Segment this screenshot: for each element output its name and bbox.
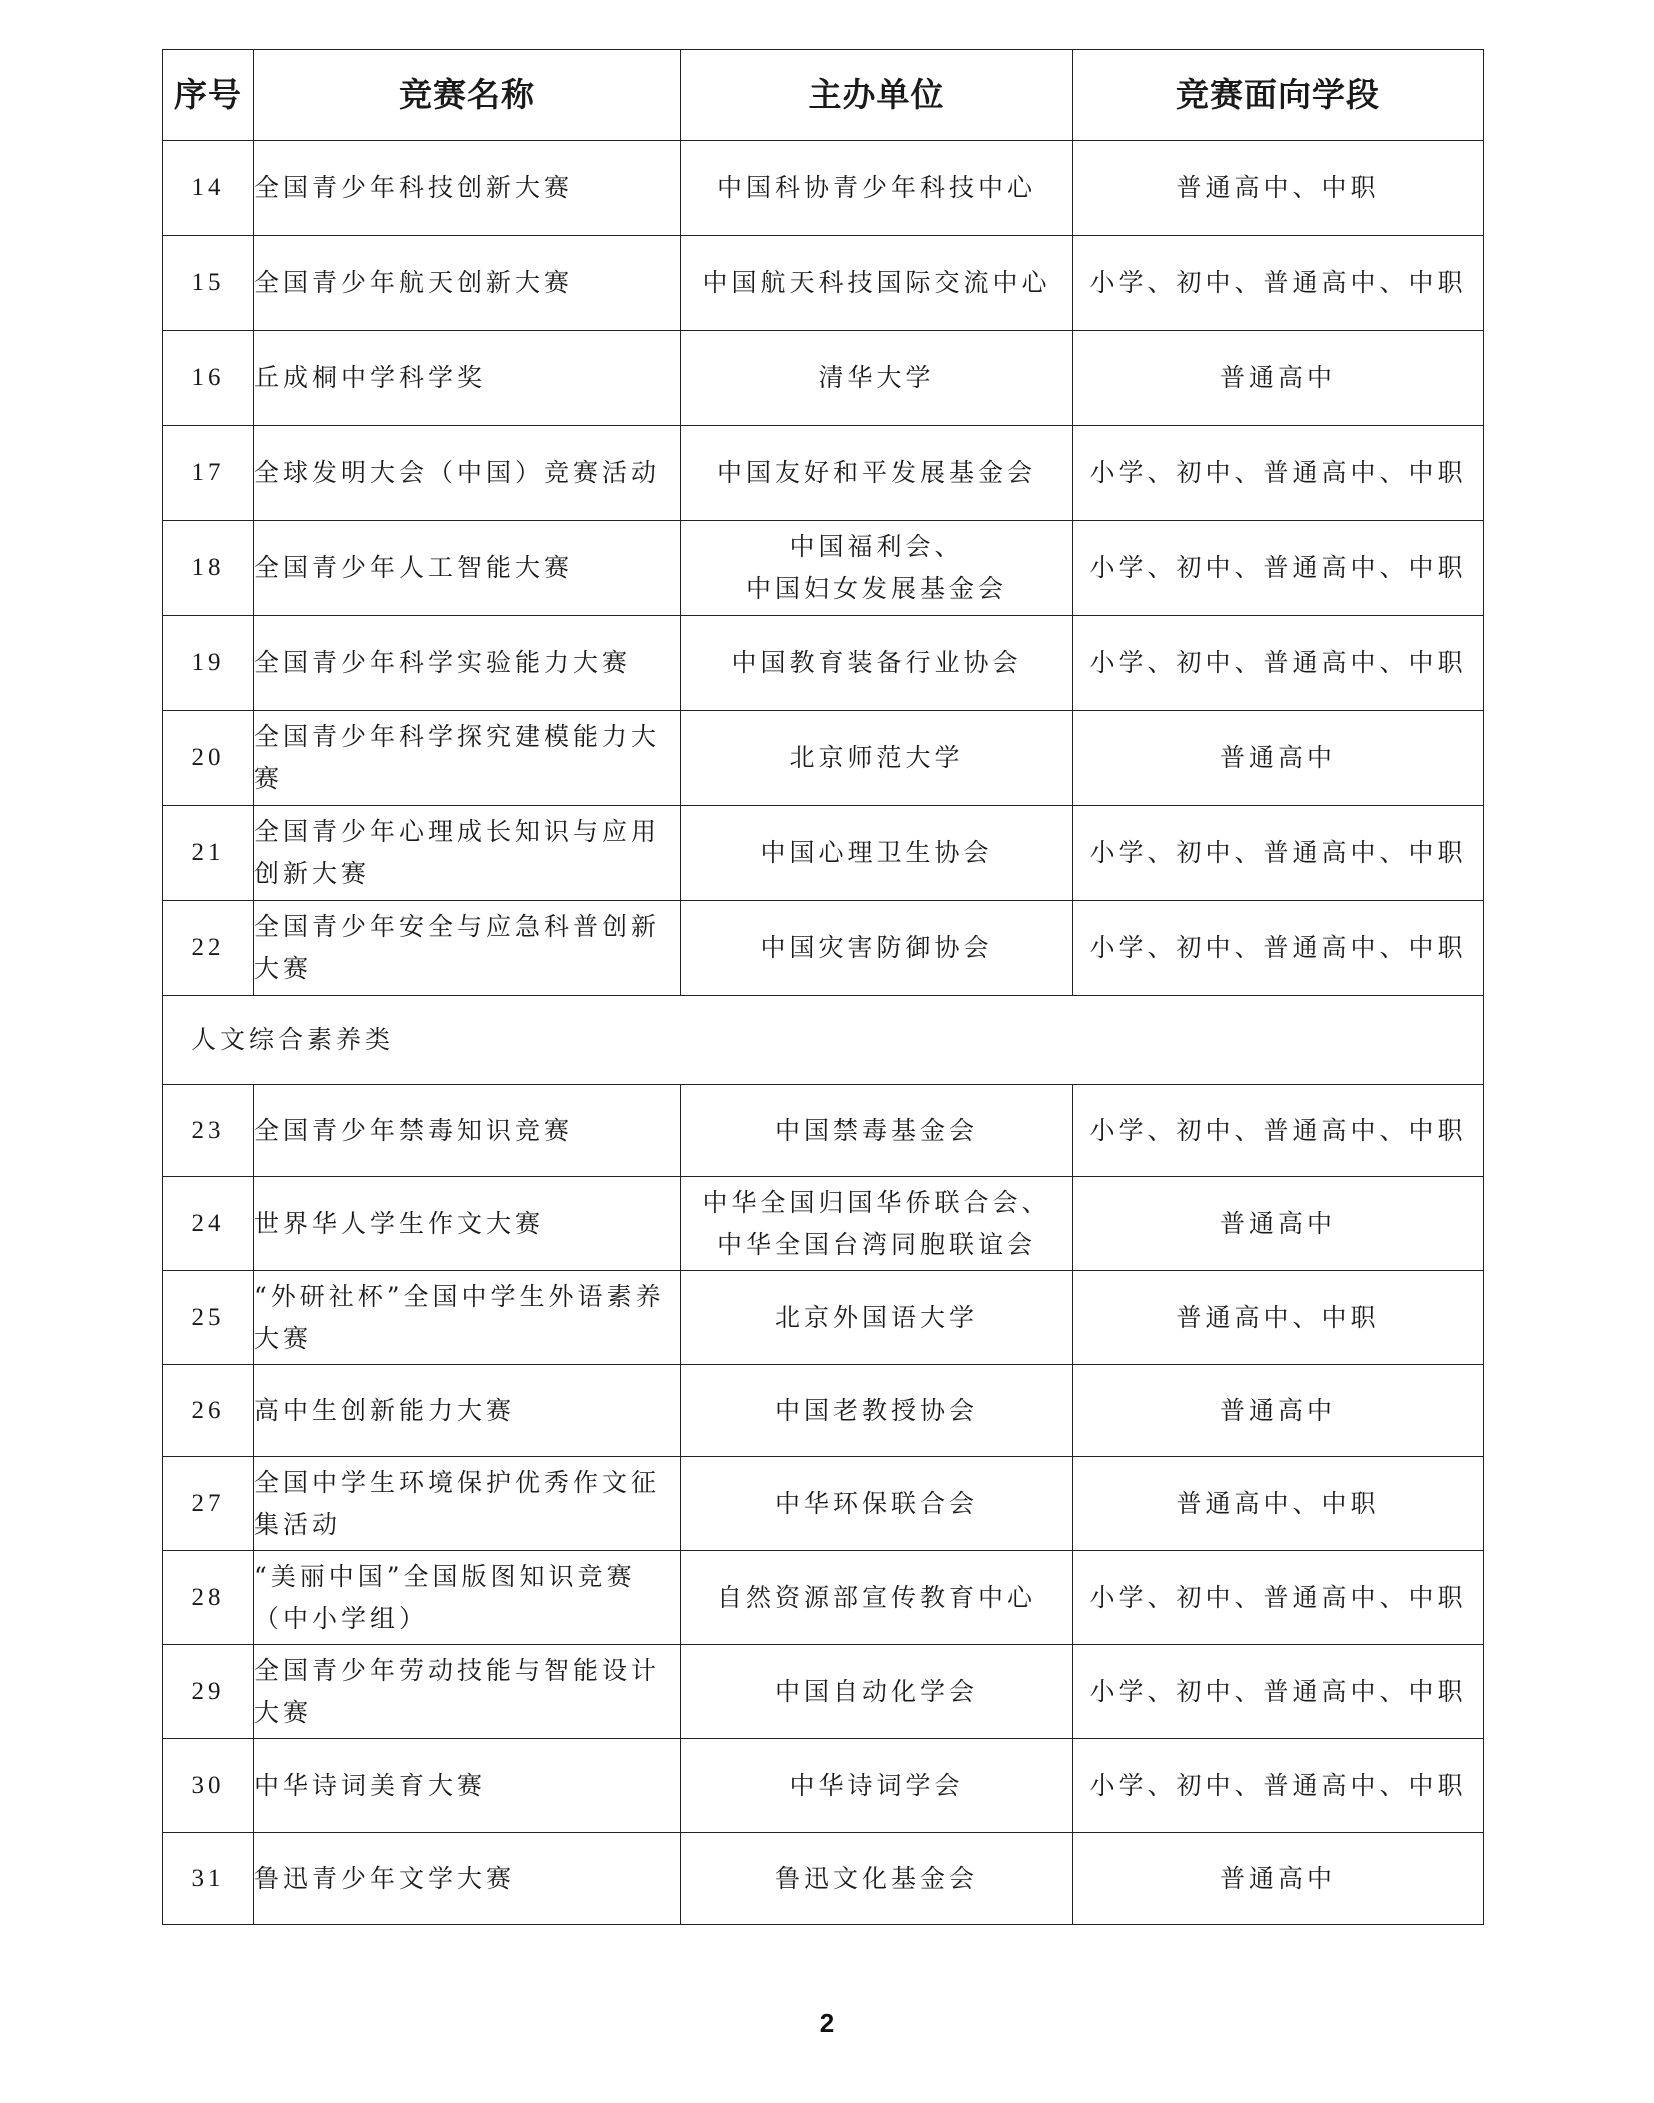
table-row: [163, 616, 1484, 711]
table-row: [163, 901, 1484, 996]
competition-name: 全国青少年心理成长知识与应用创新大赛: [254, 806, 681, 901]
school-stage: 普通高中: [1073, 331, 1484, 426]
category-row: [163, 996, 1484, 1085]
competition-name: 全球发明大会（中国）竞赛活动: [254, 426, 681, 521]
organizer-cell: [681, 1085, 1073, 1177]
organizer-name: 中国科协青少年科技中心: [716, 173, 1036, 202]
organizer-cell: [681, 901, 1073, 996]
row-number: 30: [163, 1739, 254, 1833]
organizer-cell: [681, 1457, 1073, 1551]
organizer-name: 中国妇女发展基金会: [745, 574, 1007, 603]
competition-name: 全国青少年安全与应急科普创新大赛: [254, 901, 681, 996]
organizer-cell: [681, 236, 1073, 331]
organizer-cell: [681, 616, 1073, 711]
organizer-name: 中国教育装备行业协会: [731, 648, 1022, 677]
header-name: 竞赛名称: [254, 50, 681, 141]
competition-name: 高中生创新能力大赛: [254, 1365, 681, 1457]
organizer-cell: [681, 1739, 1073, 1833]
table-row: [163, 1177, 1484, 1271]
organizer-cell: [681, 1645, 1073, 1739]
competition-name: 中华诗词美育大赛: [254, 1739, 681, 1833]
row-number: 18: [163, 521, 254, 616]
competition-name: 全国青少年劳动技能与智能设计大赛: [254, 1645, 681, 1739]
table-row: [163, 1365, 1484, 1457]
school-stage: 普通高中: [1073, 1177, 1484, 1271]
competition-name: 世界华人学生作文大赛: [254, 1177, 681, 1271]
row-number: 14: [163, 141, 254, 236]
school-stage: 小学、初中、普通高中、中职: [1073, 521, 1484, 616]
row-number: 28: [163, 1551, 254, 1645]
table-row: [163, 1551, 1484, 1645]
table-row: [163, 1645, 1484, 1739]
row-number: 19: [163, 616, 254, 711]
organizer-name: 北京外国语大学: [774, 1302, 978, 1332]
school-stage: 小学、初中、普通高中、中职: [1073, 236, 1484, 331]
organizer-name: 鲁迅文化基金会: [774, 1863, 978, 1893]
table-body-science: [163, 141, 1484, 996]
school-stage: 小学、初中、普通高中、中职: [1073, 1645, 1484, 1739]
organizer-cell: [681, 1833, 1073, 1925]
header-stage: 竞赛面向学段: [1073, 50, 1484, 141]
table-row: [163, 1739, 1484, 1833]
competition-table: [162, 49, 1484, 1925]
row-number: 15: [163, 236, 254, 331]
organizer-name: 中华诗词学会: [789, 1770, 964, 1800]
organizer-name: 中国禁毒基金会: [774, 1115, 978, 1145]
organizer-name: 中国自动化学会: [774, 1676, 978, 1706]
organizer-name: 中国友好和平发展基金会: [716, 458, 1036, 487]
organizer-cell: [681, 331, 1073, 426]
competition-name: “外研社杯”全国中学生外语素养大赛: [254, 1271, 681, 1365]
row-number: 22: [163, 901, 254, 996]
organizer-cell: [681, 711, 1073, 806]
organizer-cell: [681, 521, 1073, 616]
table-row: [163, 1833, 1484, 1925]
school-stage: 小学、初中、普通高中、中职: [1073, 901, 1484, 996]
row-number: 27: [163, 1457, 254, 1551]
competition-name: 丘成桐中学科学奖: [254, 331, 681, 426]
table-header-row: [163, 50, 1484, 141]
row-number: 24: [163, 1177, 254, 1271]
table-row: [163, 1085, 1484, 1177]
row-number: 25: [163, 1271, 254, 1365]
school-stage: 普通高中、中职: [1073, 1457, 1484, 1551]
page-number: 2: [819, 2008, 835, 2038]
organizer-name: 中国老教授协会: [774, 1395, 978, 1425]
organizer-name: 中华环保联合会: [774, 1488, 978, 1518]
organizer-cell: [681, 141, 1073, 236]
table-row: [163, 236, 1484, 331]
organizer-name: 自然资源部宣传教育中心: [716, 1582, 1036, 1612]
school-stage: 普通高中: [1073, 1833, 1484, 1925]
table-row: [163, 711, 1484, 806]
school-stage: 普通高中、中职: [1073, 141, 1484, 236]
row-number: 23: [163, 1085, 254, 1177]
organizer-name: 中国航天科技国际交流中心: [702, 268, 1051, 297]
organizer-cell: [681, 806, 1073, 901]
header-no: 序号: [163, 50, 254, 141]
competition-name: 全国青少年人工智能大赛: [254, 521, 681, 616]
competition-name: “美丽中国”全国版图知识竞赛（中小学组）: [254, 1551, 681, 1645]
category-label: 人文综合素养类: [163, 996, 1484, 1085]
organizer-name: 中国灾害防御协会: [760, 933, 993, 962]
organizer-cell: [681, 1365, 1073, 1457]
table-row: [163, 1271, 1484, 1365]
school-stage: 普通高中: [1073, 1365, 1484, 1457]
organizer-cell: [681, 426, 1073, 521]
organizer-name: 中国福利会、: [789, 532, 964, 561]
table-row: [163, 426, 1484, 521]
row-number: 29: [163, 1645, 254, 1739]
competition-name: 全国青少年航天创新大赛: [254, 236, 681, 331]
competition-name: 全国青少年科技创新大赛: [254, 141, 681, 236]
school-stage: 小学、初中、普通高中、中职: [1073, 806, 1484, 901]
school-stage: 普通高中: [1073, 711, 1484, 806]
organizer-cell: [681, 1271, 1073, 1365]
row-number: 21: [163, 806, 254, 901]
row-number: 20: [163, 711, 254, 806]
table-row: [163, 331, 1484, 426]
organizer-name: 北京师范大学: [789, 743, 964, 772]
organizer-name: 清华大学: [818, 363, 935, 392]
organizer-name: 中国心理卫生协会: [760, 838, 993, 867]
row-number: 26: [163, 1365, 254, 1457]
header-organizer: 主办单位: [681, 50, 1073, 141]
competition-name: 全国青少年禁毒知识竞赛: [254, 1085, 681, 1177]
competition-name: 全国青少年科学探究建模能力大赛: [254, 711, 681, 806]
table-row: [163, 1457, 1484, 1551]
school-stage: 小学、初中、普通高中、中职: [1073, 616, 1484, 711]
table-row: [163, 521, 1484, 616]
organizer-name: 中华全国台湾同胞联谊会: [716, 1229, 1036, 1259]
school-stage: 小学、初中、普通高中、中职: [1073, 1085, 1484, 1177]
school-stage: 普通高中、中职: [1073, 1271, 1484, 1365]
table-category-section: [163, 996, 1484, 1085]
row-number: 17: [163, 426, 254, 521]
competition-name: 全国青少年科学实验能力大赛: [254, 616, 681, 711]
school-stage: 小学、初中、普通高中、中职: [1073, 1739, 1484, 1833]
table-row: [163, 141, 1484, 236]
row-number: 31: [163, 1833, 254, 1925]
organizer-cell: [681, 1177, 1073, 1271]
organizer-name: 中华全国归国华侨联合会、: [702, 1187, 1051, 1217]
school-stage: 小学、初中、普通高中、中职: [1073, 426, 1484, 521]
row-number: 16: [163, 331, 254, 426]
organizer-cell: [681, 1551, 1073, 1645]
competition-name: 全国中学生环境保护优秀作文征集活动: [254, 1457, 681, 1551]
school-stage: 小学、初中、普通高中、中职: [1073, 1551, 1484, 1645]
competition-name: 鲁迅青少年文学大赛: [254, 1833, 681, 1925]
table-row: [163, 806, 1484, 901]
table-body-humanities: [163, 1085, 1484, 1925]
